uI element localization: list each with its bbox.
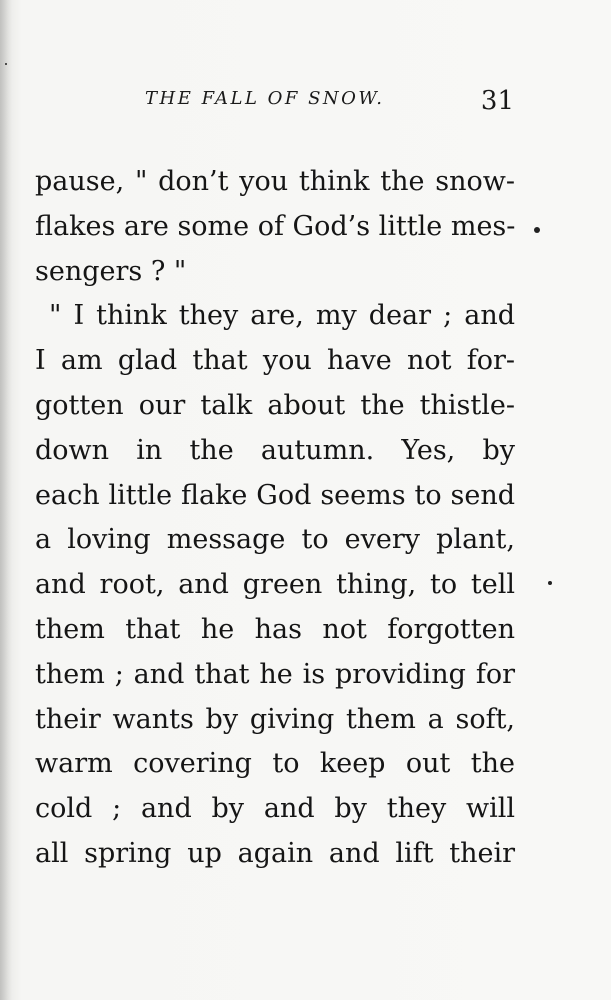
print-speck [548,581,552,585]
text-line: down in the autumn. Yes, by [35,434,515,466]
text-line: flakes are some of God’s little mes- [35,210,516,242]
text-line: gotten our talk about the thistle- [35,389,515,421]
text-line: warm covering to keep out the [35,748,515,780]
text-line: I am glad that you have not for- [35,345,515,377]
text-line: them ; and that he is providing for [35,658,515,690]
text-line: sengers ? " [35,255,187,287]
print-speck [534,227,540,233]
page-number: 31 [480,86,514,116]
text-line: pause, " don’t you think the snow- [35,166,515,197]
running-title: THE FALL OF SNOW. [145,88,385,109]
text-line: each little flake God seems to send [35,479,515,511]
text-line: all spring up again and lift their [35,837,515,869]
text-line: a loving message to every plant, [35,524,515,556]
spine-shadow [0,0,12,1000]
text-line: them that he has not forgotten [35,613,515,645]
text-line: their wants by giving them a soft, [35,703,515,735]
text-line: cold ; and by and by they will [35,793,515,825]
body-text [35,160,515,877]
text-line: and root, and green thing, to tell [35,569,515,601]
print-speck [5,63,7,65]
text-line: " I think they are, my dear ; and [49,300,515,332]
